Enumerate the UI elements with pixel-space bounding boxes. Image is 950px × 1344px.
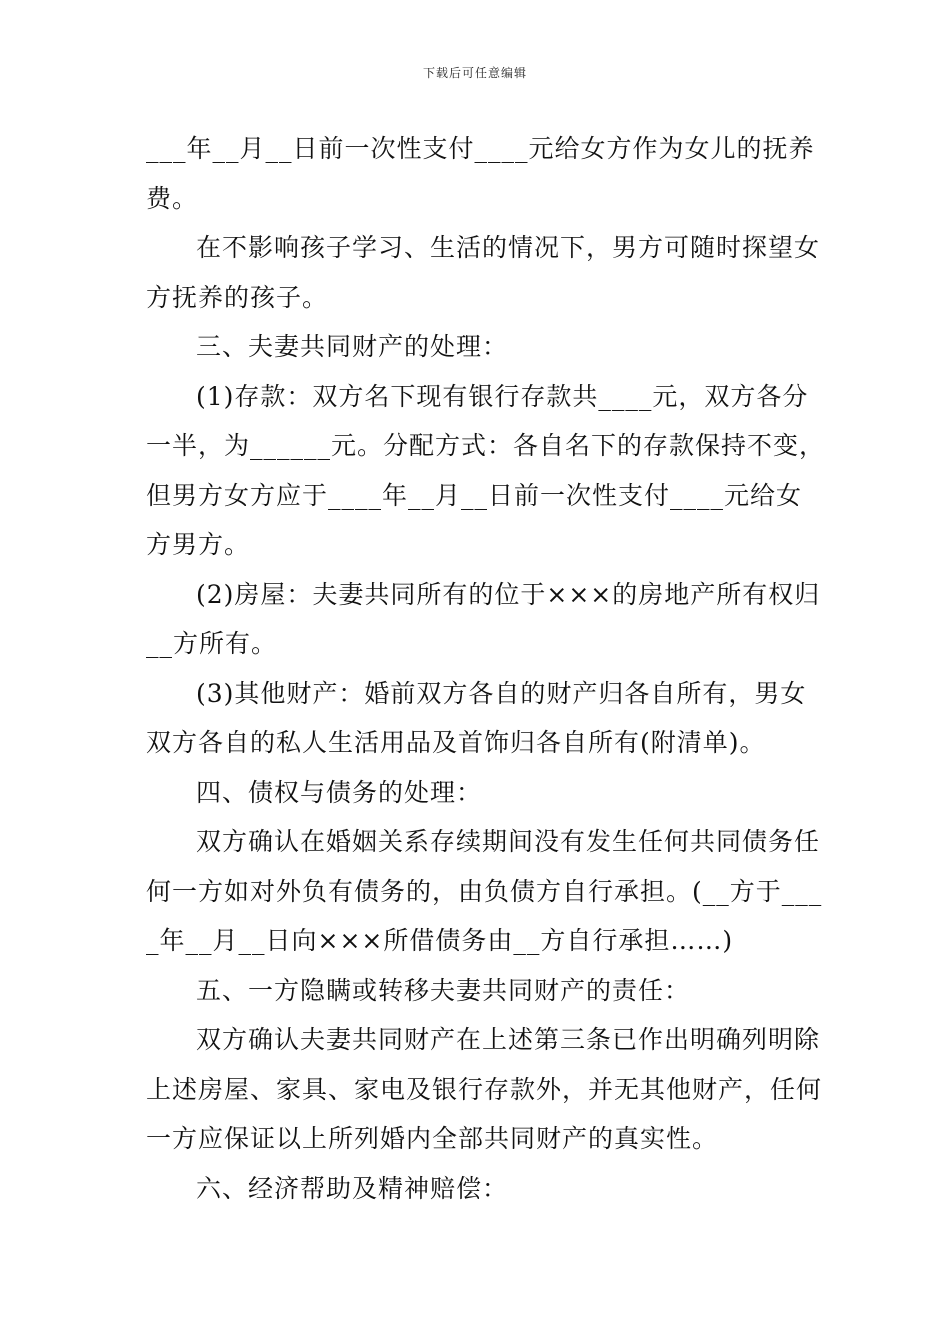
heading-concealment: 五、一方隐瞒或转移夫妻共同财产的责任： xyxy=(196,975,691,1005)
heading-joint-property: 三、夫妻共同财产的处理： xyxy=(196,332,509,361)
page-header: 下载后可任意编辑 xyxy=(422,66,527,80)
paragraph-concealment: 双方确认夫妻共同财产在上述第三条已作出明确列明除上述房屋、家具、家电及银行存款外，并无其他财产，任何一方应保证以上所列婚内全部共同财产的真实性。 xyxy=(146,1025,823,1153)
paragraph-debts: 双方确认在婚姻关系存续期间没有发生任何共同债务任何一方如对外负有债务的，由负债方自行承担。(__方于____年__月__日向×××所借债务由__方自行承担……) xyxy=(146,827,823,955)
paragraph-other-property: (3)其他财产：婚前双方各自的财产归各自所有，男女双方各自的私人生活用品及首饰归各自所有(附清单)。 xyxy=(146,678,807,757)
heading-debts: 四、债权与债务的处理： xyxy=(196,777,483,807)
document-body xyxy=(146,124,826,1213)
heading-economic-help: 六、经济帮助及精神赔偿： xyxy=(196,1173,509,1203)
paragraph-savings: (1)存款：双方名下现有银行存款共____元，双方各分一半，为______元。分配方式：各自名下的存款保持不变，但男方女方应于____年__月__日前一次性支付____元给女方男方。 xyxy=(146,381,826,559)
paragraph-child-support-payment: ___年__月__日前一次性支付____元给女方作为女儿的抚养费。 xyxy=(146,134,815,213)
paragraph-house: (2)房屋：夫妻共同所有的位于×××的房地产所有权归__方所有。 xyxy=(146,579,821,658)
paragraph-visitation: 在不影响孩子学习、生活的情况下，男方可随时探望女方抚养的孩子。 xyxy=(146,233,821,312)
